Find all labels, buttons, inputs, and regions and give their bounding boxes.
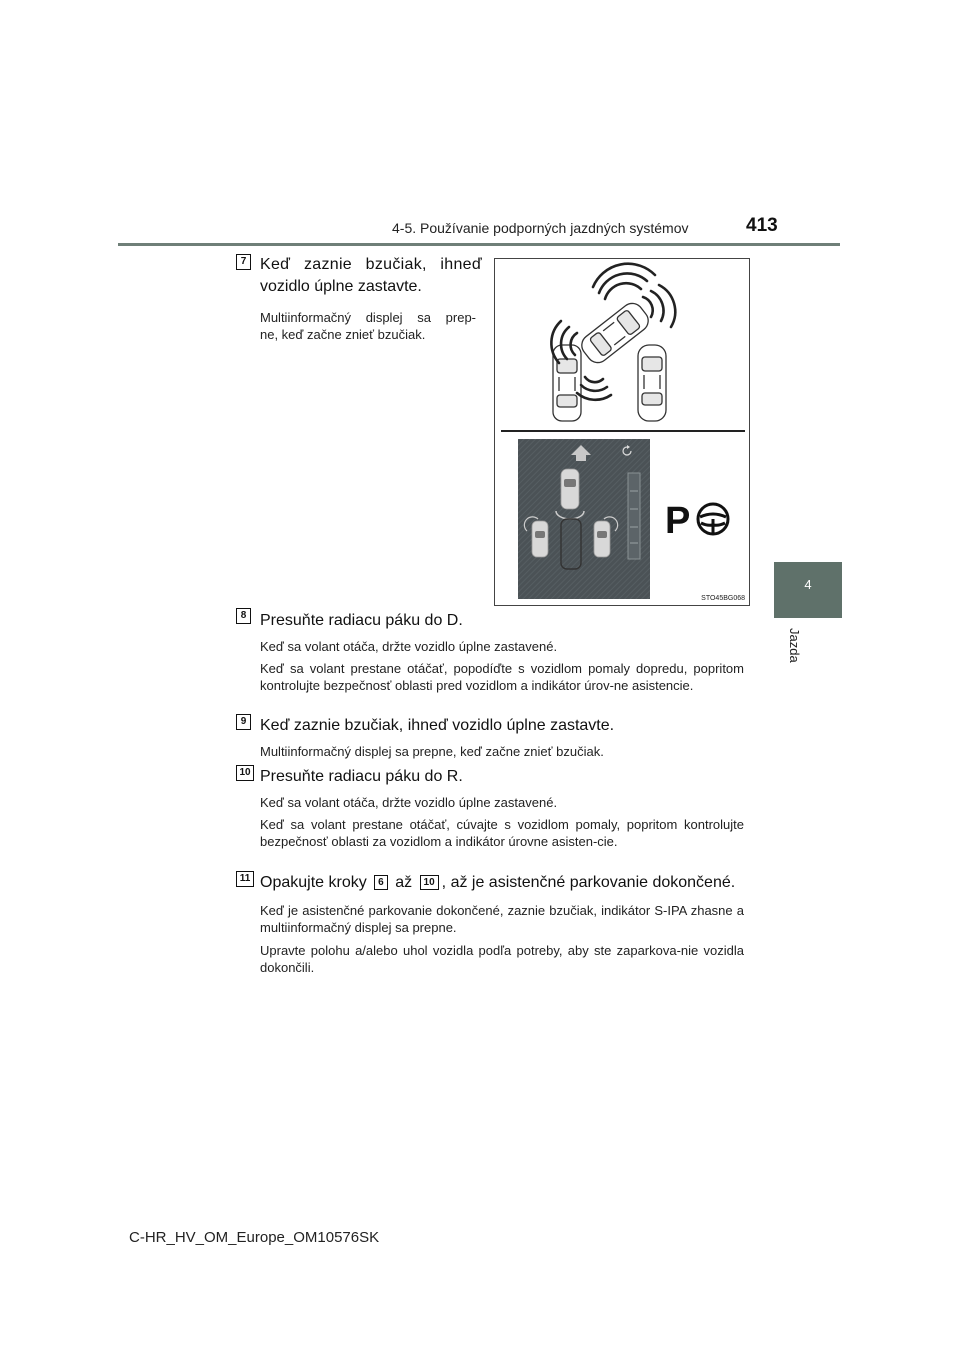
step-11-title-part2: až: [395, 874, 413, 891]
step-7-title: [260, 254, 482, 297]
step-ref-6: 6: [374, 875, 388, 890]
step-7-text-line2: ne, keď začne znieť bzučiak.: [260, 327, 426, 343]
step-10-text-2: Keď sa volant prestane otáčať, cúvajte s vozidlom pomaly, popritom kontrolujte bezpečnosť oblasti za vozidlom a indikátor úrovne asisten-cie.: [260, 817, 744, 850]
chapter-label: Jazda: [787, 628, 802, 663]
own-vehicle-icon: [561, 469, 579, 509]
step-badge-9: 9: [236, 714, 251, 730]
step-8-title: Presuňte radiacu páku do D.: [260, 612, 463, 629]
step-7-title-line1: Keď zaznie bzučiak, ihneď: [260, 256, 482, 273]
figure-divider: [501, 430, 745, 432]
step-9-title: Keď zaznie bzučiak, ihneď vozidlo úplne zastavte.: [260, 717, 615, 734]
step-ref-10: 10: [420, 875, 439, 890]
step-9-text-1: Multiinformačný displej sa prepne, keď začne znieť bzučiak.: [260, 744, 604, 759]
assist-level-indicator: [628, 473, 640, 559]
multi-information-display: [518, 439, 650, 599]
document-footer: C-HR_HV_OM_Europe_OM10576SK: [129, 1229, 380, 1246]
parking-illustration: [494, 258, 750, 606]
p-steering-indicator-icon: [663, 495, 743, 545]
right-vehicle-icon: [594, 521, 610, 557]
display-screen-image: [518, 439, 650, 599]
figure-code: STO45BG068: [701, 595, 745, 602]
step-8-text-2: Keď sa volant prestane otáčať, popodíďte s vozidlom pomaly dopredu, popritom kontrolujte bezpečnosť oblasti pred vozidlom a indikátor úrov-ne asistencie.: [260, 661, 744, 694]
chapter-number: 4: [804, 577, 812, 592]
step-badge-7: 7: [236, 254, 251, 270]
step-7-text-line1: Multiinformačný displej sa prep-: [260, 310, 476, 325]
parked-car-right: [638, 345, 666, 421]
step-badge-8: 8: [236, 608, 251, 624]
step-7-text: [260, 309, 476, 344]
step-11-title: [260, 872, 750, 894]
section-header-title: 4-5. Používanie podporných jazdných systémov: [392, 220, 689, 236]
step-10-text-1: Keď sa volant otáča, držte vozidlo úplne zastavené.: [260, 795, 558, 810]
step-11-text-1: Keď je asistenčné parkovanie dokončené, zaznie bzučiak, indikátor S-IPA zhasne a multiinformačný displej sa prepne.: [260, 903, 744, 936]
parking-scene-image: [495, 259, 749, 429]
step-10-title: Presuňte radiacu páku do R.: [260, 768, 463, 785]
step-11-title-part3: , až je asistenčné parkovanie dokončené.: [441, 874, 736, 891]
header-divider: [118, 243, 840, 246]
step-badge-11: 11: [236, 871, 254, 887]
parked-car-left: [553, 345, 581, 421]
left-vehicle-icon: [532, 521, 548, 557]
step-11-title-part1: Opakujte kroky: [260, 874, 367, 891]
step-badge-10: 10: [236, 765, 254, 781]
svg-text:P: P: [665, 500, 691, 542]
step-7-title-line2: vozidlo úplne zastavte.: [260, 277, 422, 295]
step-11-text-2: Upravte polohu a/alebo uhol vozidla podľa potreby, aby ste zaparkova-nie vozidla dokončili.: [260, 943, 744, 976]
page-number: 413: [746, 215, 778, 236]
chapter-tab: [774, 562, 842, 618]
step-8-text-1: Keď sa volant otáča, držte vozidlo úplne zastavené.: [260, 639, 558, 654]
